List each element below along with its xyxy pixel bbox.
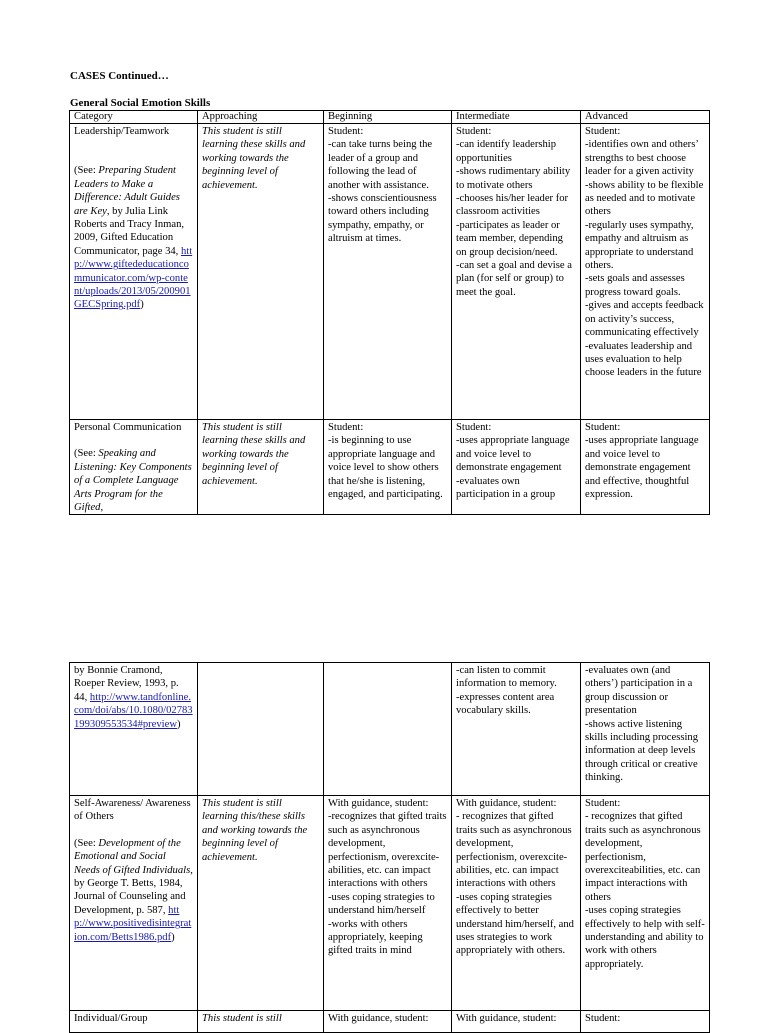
advanced-cell: Student: -identifies own and others’ strengths to best choose leader for a given activity -shows ability to be flexible as needed and to motivate others -regularly uses sympathy, empathy and altruism as appropriate to understand others. -sets goals and assesses progress toward goals. -gives and accepts feedback on activity’s success, communicating effectively -evaluates leadership and uses evaluation to help choose leaders in the future [581,124,710,420]
intermediate-cell: With guidance, student: [452,1011,581,1033]
category-cell: Self-Awareness/ Awareness of Others (See: Development of the Emotional and Social Needs of Gifted Individuals, by George T. Betts, 1984, Journal of Counseling and Development, p. 587, http://www.positivedisintegration.com/Betts1986.pdf) [70,796,198,1011]
see-prefix: (See: [74,448,99,460]
advanced-cell: Student: - recognizes that gifted traits such as asynchronous development, perfectionism, overexciteabilities, etc. can impact interactions with others -uses coping strategies effectively to help with self-understanding and ability to work with others appropriately. [581,796,710,1011]
header-approaching: Approaching [198,111,324,124]
intermediate-cell: Student: -uses appropriate language and voice level to demonstrate engagement -evaluates own participation in a group [452,420,581,515]
beginning-cell [324,663,452,796]
source-link[interactable]: http://www.positivedisintegration.com/Betts1986.pdf [74,904,192,943]
beginning-cell: With guidance, student: [324,1011,452,1033]
table-row-self-awareness [70,796,710,1011]
skills-table-top [69,110,710,515]
header-category: Category [70,111,198,124]
source-citation: , by Julia Link Roberts and Tracy Inman, 2009, Gifted Education Communicator, page 34, [74,205,185,257]
approaching-cell: This student is still learning this/these skills and working towards the beginning level of achievement. [198,796,324,1011]
skills-table-continued [69,662,710,1033]
source-title: Preparing Student Leaders to Make a Difference: Adult Guides are Key [74,165,180,217]
advanced-cell: Student: -uses appropriate language and voice level to demonstrate engagement and effective, thoughtful expression. [581,420,710,515]
approaching-cell: This student is still learning these skills and working towards the beginning level of achievement. [198,420,324,515]
category-label: Personal Communication [74,422,182,433]
table-row-individual-group [70,1011,710,1033]
beginning-cell: With guidance, student: -recognizes that gifted traits such as asynchronous development, perfectionism, overexcite- abilities, etc. can impact interactions with others -uses coping strategies to understand him/herself -works with others appropriately, keeping gifted traits in mind [324,796,452,1011]
source-link[interactable]: http://www.tandfonline.com/doi/abs/10.1080/02783199309553534#preview [74,691,193,730]
beginning-cell: Student: -can take turns being the leader of a group and following the lead of another with assistance. -shows conscientiousness toward others including sympathy, empathy, or altruism at times. [324,124,452,420]
header-intermediate: Intermediate [452,111,581,124]
see-prefix: (See: [74,165,99,177]
category-cell: Individual/Group [70,1011,198,1033]
section-title: General Social Emotion Skills [70,97,211,109]
table-row-leadership [70,124,710,420]
source-title: Speaking and Listening: Key Components of a Complete Language Arts Program for the Gifted, [74,448,192,514]
source-citation: , by George T. Betts, 1984, Journal of Counseling and Development, p. 587, [74,864,193,916]
table-row-personal-communication-cont [70,663,710,796]
header-advanced: Advanced [581,111,710,124]
category-label: Self-Awareness/ Awareness of Others [74,798,191,823]
advanced-cell: Student: [581,1011,710,1033]
table-header-row [70,111,710,124]
beginning-cell: Student: -is beginning to use appropriate language and voice level to show others that he/she is listening, engaged, and participating. [324,420,452,515]
source-citation: by Bonnie Cramond, Roeper Review, 1993, p. 44, [74,665,179,703]
category-cell [70,420,198,515]
approaching-cell [198,663,324,796]
advanced-cell: -evaluates own (and others’) participation in a group discussion or presentation -shows active listening skills including processing information at deep levels through critical or creative thinking. [581,663,710,796]
approaching-cell: This student is still [198,1011,324,1033]
page-heading: CASES Continued… [70,70,169,82]
source-title: Development of the Emotional and Social Needs of Gifted Individuals [74,837,191,876]
intermediate-cell: Student: -can identify leadership opportunities -shows rudimentary ability to motivate others -chooses his/her leader for classroom activities -participates as leader or team member, depending on group decision/need. -can set a goal and devise a plan (for self or group) to meet the goal. [452,124,581,420]
table-row-personal-communication [70,420,710,515]
category-cell: by Bonnie Cramond, Roeper Review, 1993, p. 44, http://www.tandfonline.com/doi/abs/10.1080/02783199309553534#preview) [70,663,198,796]
header-beginning: Beginning [324,111,452,124]
category-label: Leadership/Teamwork [74,126,170,137]
source-link[interactable]: http://www.giftededucationcommunicator.com/wp-content/uploads/2013/05/200901GECSpring.pdf [74,245,193,311]
category-cell: Leadership/Teamwork (See: Preparing Student Leaders to Make a Difference: Adult Guides are Key, by Julia Link Roberts and Tracy Inman, 2009, Gifted Education Communicator, page 34, http://www.giftededucationcommunicator.com/wp-content/uploads/2013/05/200901GECSpring.pdf) [70,124,198,420]
approaching-cell: This student is still learning these skills and working towards the beginning level of achievement. [198,124,324,420]
see-prefix: (See: [74,837,99,849]
intermediate-cell: With guidance, student: - recognizes that gifted traits such as asynchronous development, perfectionism, overexcite- abilities, etc. can impact interactions with others -uses coping strategies effectively to better understand him/herself, and uses strategies to work appropriately with others. [452,796,581,1011]
intermediate-cell: -can listen to commit information to memory. -expresses content area vocabulary skills. [452,663,581,796]
